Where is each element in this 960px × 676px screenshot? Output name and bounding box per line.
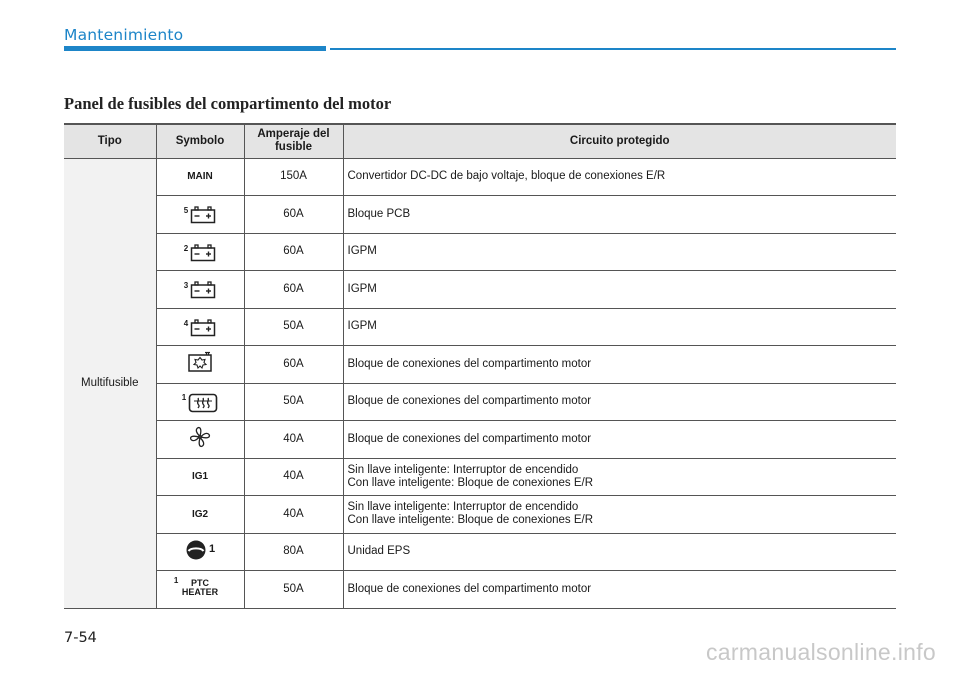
amperage-cell: 60A [244,271,343,309]
table-header-row [64,124,896,158]
fan-icon [188,425,212,449]
symbol-number: 3 [183,281,189,291]
circuit-line: Sin llave inteligente: Interruptor de encendido [347,501,579,514]
column-header-amperage: Amperaje del fusible [244,124,343,158]
page-title: Panel de fusibles del compartimento del motor [64,94,392,113]
circuit-cell: Bloque de conexiones del compartimento motor [343,346,896,384]
symbol-cell [156,346,244,384]
circuit-cell: Bloque de conexiones del compartimento motor [343,383,896,421]
symbol-text: PTC [191,578,209,589]
table-row [64,233,896,271]
amperage-cell: 40A [244,458,343,496]
symbol-cell [156,533,244,571]
amperage-cell: 150A [244,158,343,196]
symbol-number: 1 [173,576,179,586]
circuit-cell: Bloque de conexiones del compartimento motor [343,421,896,459]
header-rule-thick [64,46,326,51]
tipo-cell: Multifusible [64,158,156,608]
amperage-cell: 40A [244,496,343,534]
table-row [64,308,896,346]
symbol-text: IG2 [191,508,209,520]
amperage-cell: 50A [244,383,343,421]
symbol-text: HEATER [181,587,219,598]
symbol-text: IG1 [191,471,209,483]
symbol-cell [156,233,244,271]
circuit-line: Sin llave inteligente: Interruptor de encendido [347,463,579,476]
table-row [64,458,896,496]
symbol-cell [156,458,244,496]
symbol-number: 1 [181,392,187,402]
page-number: 7-54 [64,630,97,646]
steering-wheel-icon [185,539,207,561]
circuit-cell: Unidad EPS [343,533,896,571]
circuit-cell: IGPM [343,308,896,346]
ptc-heater-label [173,576,219,598]
battery-icon [190,281,216,299]
table-row [64,196,896,234]
symbol-cell [156,571,244,609]
amperage-cell: 60A [244,196,343,234]
symbol-cell [156,308,244,346]
amperage-cell: 60A [244,346,343,384]
section-title: Mantenimiento [64,26,184,44]
battery-icon [190,319,216,337]
circuit-cell: Bloque PCB [343,196,896,234]
symbol-cell [156,271,244,309]
circuit-cell: IGPM [343,233,896,271]
table-row [64,571,896,609]
symbol-cell [156,496,244,534]
engine-fan-relay-icon [187,351,213,373]
table-row [64,496,896,534]
column-header-circuit: Circuito protegido [343,124,896,158]
circuit-cell [343,496,896,534]
fuse-table [64,123,896,609]
amperage-cell: 50A [244,308,343,346]
symbol-cell [156,158,244,196]
circuit-cell: Bloque de conexiones del compartimento motor [343,571,896,609]
symbol-text: MAIN [187,171,213,183]
table-row [64,421,896,459]
table-row [64,383,896,421]
column-header-tipo: Tipo [64,124,156,158]
table-row [64,346,896,384]
circuit-cell: Convertidor DC-DC de bajo voltaje, bloque de conexiones E/R [343,158,896,196]
column-header-symbol: Symbolo [156,124,244,158]
symbol-cell [156,421,244,459]
circuit-line: Con llave inteligente: Bloque de conexiones E/R [347,514,593,527]
symbol-number: 2 [183,243,189,253]
symbol-number: 1 [208,543,216,556]
symbol-cell [156,383,244,421]
watermark: carmanualsonline.info [705,639,936,665]
amperage-cell: 60A [244,233,343,271]
battery-icon [190,206,216,224]
amperage-cell: 40A [244,421,343,459]
battery-icon [190,244,216,262]
circuit-cell: IGPM [343,271,896,309]
amperage-cell: 80A [244,533,343,571]
table-row [64,271,896,309]
symbol-number: 5 [183,206,189,216]
circuit-cell [343,458,896,496]
rear-defroster-icon [188,393,218,413]
symbol-cell [156,196,244,234]
table-row [64,158,896,196]
circuit-line: Con llave inteligente: Bloque de conexiones E/R [347,476,593,489]
table-row [64,533,896,571]
amperage-cell: 50A [244,571,343,609]
symbol-number: 4 [183,318,189,328]
header-rule-thin [330,48,896,50]
